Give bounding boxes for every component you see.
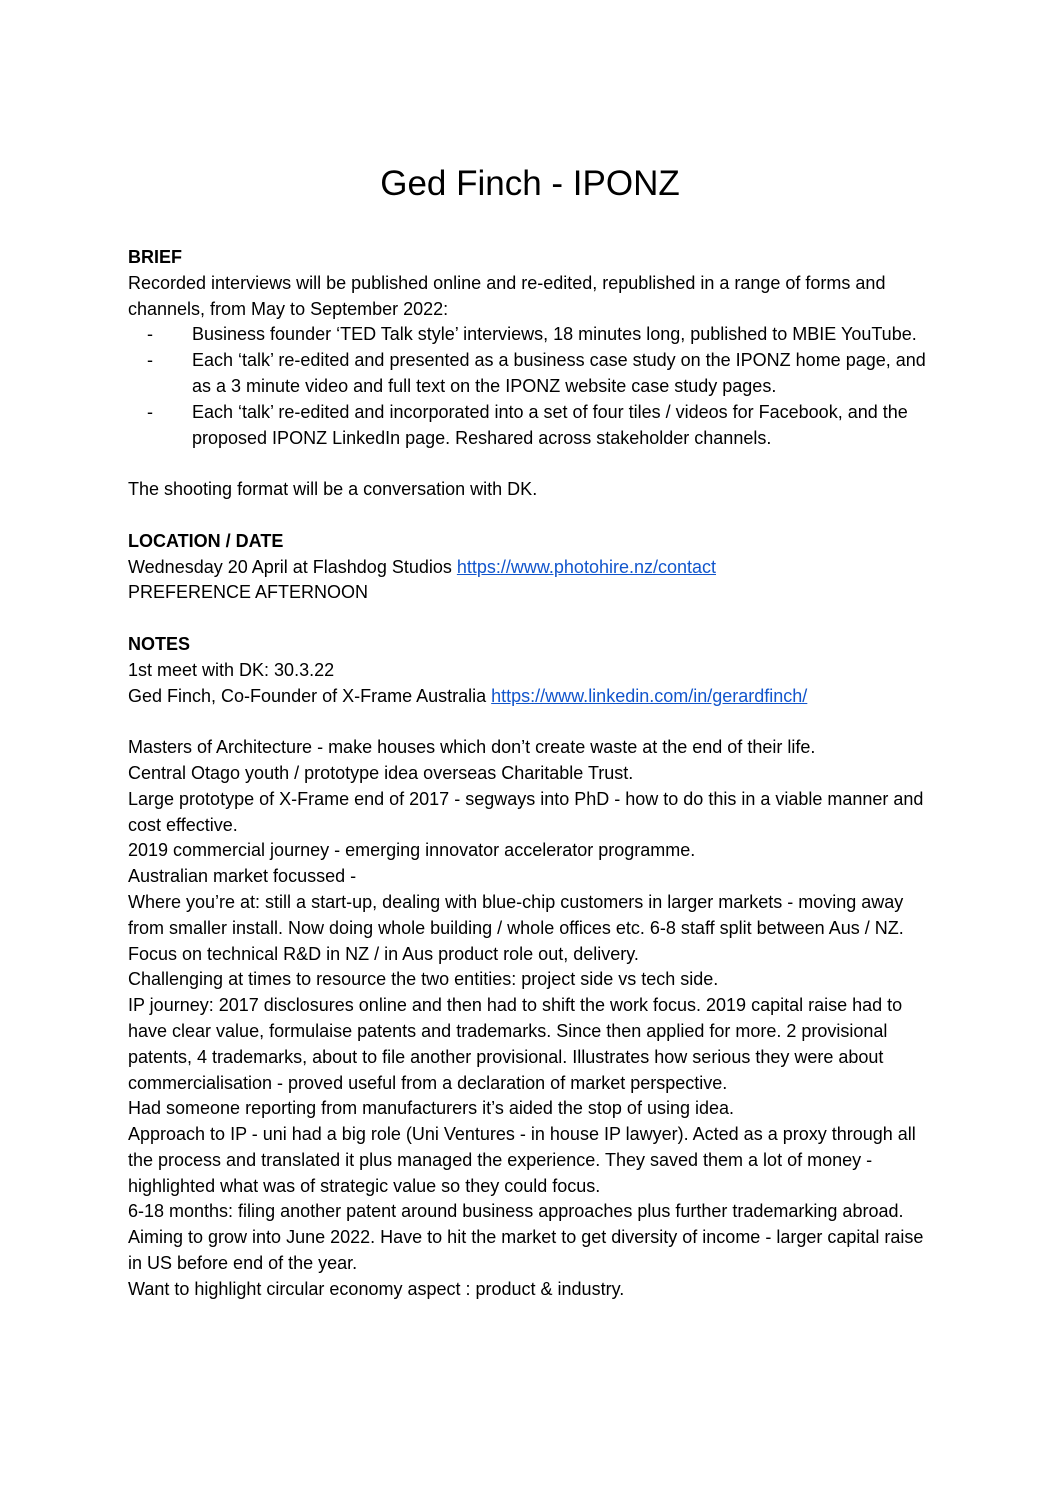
brief-intro: Recorded interviews will be published online and re-edited, republished in a range of forms and channels, from May to September 2022: — [128, 272, 886, 319]
document-body — [128, 245, 938, 1303]
brief-bullet-item — [128, 322, 938, 348]
brief-heading: BRIEF — [128, 247, 182, 267]
location-heading: LOCATION / DATE — [128, 530, 284, 551]
spacer — [128, 503, 938, 529]
note-paragraph: Central Otago youth / prototype idea overseas Charitable Trust. — [128, 762, 634, 783]
shooting-format: The shooting format will be a conversation with DK. — [128, 479, 538, 500]
brief-bullet-text: Business founder ‘TED Talk style’ interviews, 18 minutes long, published to MBIE YouTube. — [192, 324, 917, 345]
spacer — [128, 709, 938, 735]
note-paragraph: 2019 commercial journey - emerging innovator accelerator programme. — [128, 840, 696, 861]
notes-heading: NOTES — [128, 633, 191, 654]
note-paragraph: Australian market focussed - — [128, 866, 357, 887]
contact-text: Ged Finch, Co-Founder of X-Frame Australia — [128, 685, 492, 706]
contact-line — [128, 684, 938, 710]
brief-bullet-item — [128, 400, 938, 452]
note-paragraph: Want to highlight circular economy aspect : product & industry. — [128, 1278, 625, 1299]
brief-bullet-item — [128, 348, 938, 400]
bullet-dash: - — [147, 401, 153, 422]
location-line — [128, 555, 938, 581]
spacer — [128, 451, 938, 477]
note-paragraph: 6-18 months: filing another patent around business approaches plus further trademarking abroad. Aiming to grow into June 2022. Have to hit the market to get diversity of income - larger capital raise in US before end of the year. — [128, 1201, 924, 1274]
linkedin-link[interactable]: https://www.linkedin.com/in/gerardfinch/ — [491, 685, 808, 706]
time-preference: PREFERENCE AFTERNOON — [128, 582, 369, 603]
note-paragraph: Masters of Architecture - make houses which don’t create waste at the end of their life. — [128, 737, 816, 758]
note-paragraph: Large prototype of X-Frame end of 2017 - segways into PhD - how to do this in a viable manner and cost effective. — [128, 788, 924, 835]
bullet-dash: - — [147, 350, 153, 371]
meet-date: 1st meet with DK: 30.3.22 — [128, 659, 335, 680]
note-paragraph: Approach to IP - uni had a big role (Uni Ventures - in house IP lawyer). Acted as a proxy through all the process and translated it plus managed the experience. They saved them a lot of money - highlighted what was of strategic value so they could focus. — [128, 1124, 916, 1196]
photohire-link[interactable]: https://www.photohire.nz/contact — [456, 556, 717, 577]
brief-bullet-text: Each ‘talk’ re-edited and incorporated into a set of four tiles / videos for Facebook, and the proposed IPONZ LinkedIn page. Reshared across stakeholder channels. — [192, 401, 908, 448]
brief-bullet-text: Each ‘talk’ re-edited and presented as a business case study on the IPONZ home page, and as a 3 minute video and full text on the IPONZ website case study pages. — [192, 350, 926, 396]
note-paragraph: IP journey: 2017 disclosures online and then had to shift the work focus. 2019 capital raise had to have clear value, formulaise patents and trademarks. Since then applied for more. 2 provisional patents, 4 trademarks, about to file another provisional. Illustrates how serious they were about commercialisation - proved useful from a declaration of market perspective. — [128, 995, 903, 1093]
note-paragraph: Had someone reporting from manufacturers it’s aided the stop of using idea. — [128, 1098, 735, 1119]
brief-bullet-list — [128, 322, 938, 451]
document-title: Ged Finch - IPONZ — [380, 164, 680, 203]
spacer — [128, 606, 938, 632]
note-paragraph: Where you’re at: still a start-up, dealing with blue-chip customers in larger markets - moving away from smaller install. Now doing whole building / whole offices etc. 6-8 staff split between Aus / NZ. Focus on technical R&D in NZ / in Aus product role out, delivery. — [128, 891, 904, 964]
note-paragraph: Challenging at times to resource the two entities: project side vs tech side. — [128, 969, 719, 990]
bullet-dash: - — [147, 324, 153, 345]
location-text: Wednesday 20 April at Flashdog Studios — [128, 556, 457, 577]
